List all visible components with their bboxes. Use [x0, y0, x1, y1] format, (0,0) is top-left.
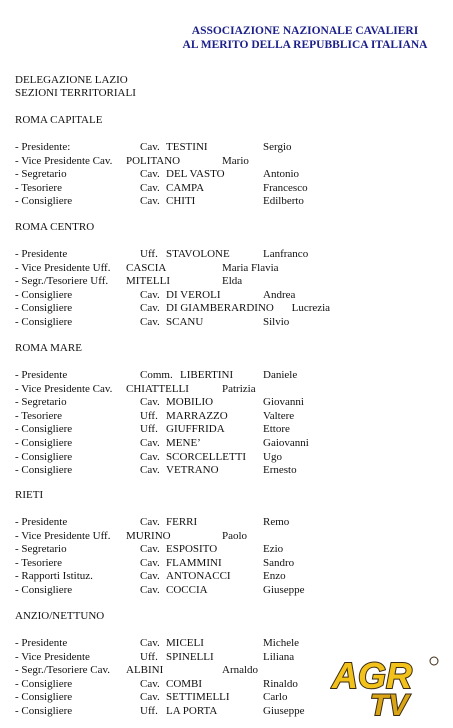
document-header — [170, 24, 440, 52]
logo-registered-mark-icon — [430, 657, 438, 665]
member-title: Uff. — [140, 423, 158, 436]
member-title: Uff. — [140, 650, 158, 663]
member-surname: TESTINI — [166, 141, 208, 153]
member-surname: SCORCELLETTI — [166, 450, 247, 463]
member-role: - Presidente — [15, 637, 68, 649]
member-role: - Consigliere — [15, 195, 73, 208]
member-surname: CHIATTELLI — [126, 382, 189, 395]
member-surname: SETTIMELLI — [166, 691, 230, 704]
member-title: Cav. — [140, 637, 160, 649]
member-surname: DEL VASTO — [166, 168, 225, 181]
member-role: - Segretario — [15, 396, 67, 409]
member-surname: LA PORTA — [166, 705, 218, 717]
member-role: - Vice Presidente Cav. — [15, 154, 113, 167]
member-title: Cav. — [140, 584, 160, 596]
member-role: - Segr./Tesoriere Uff. — [15, 275, 109, 288]
member-role: - Consigliere — [15, 584, 73, 596]
member-name: Edilberto — [263, 195, 304, 208]
member-surname: FLAMMINI — [166, 556, 222, 569]
agr-tv-logo — [330, 655, 445, 717]
member-surname: CASCIA — [126, 261, 167, 274]
member-surname: ANTONACCI — [166, 570, 231, 583]
member-title: Cav. — [140, 556, 160, 569]
member-role: - Tesoriere — [15, 556, 62, 569]
member-role: - Vice Presidente Cav. — [15, 382, 113, 395]
member-title: Cav. — [140, 141, 160, 153]
member-name: Elda — [222, 275, 243, 288]
member-role: - Segretario — [15, 543, 67, 556]
member-role: - Consigliere — [15, 691, 73, 704]
member-role: - Consigliere — [15, 302, 73, 315]
member-name: Arnaldo — [222, 664, 259, 677]
member-name: Francesco — [263, 181, 308, 194]
member-surname: DI VEROLI — [166, 288, 221, 301]
member-title: Cav. — [140, 168, 160, 181]
member-surname: MURINO — [126, 529, 171, 542]
member-role: - Vice Presidente Uff. — [15, 529, 111, 542]
member-role: - Consigliere — [15, 677, 73, 690]
header-line-1: ASSOCIAZIONE NAZIONALE CAVALIERI — [191, 25, 419, 37]
member-name: Ernesto — [263, 464, 297, 477]
sections-subtitle: SEZIONI TERRITORIALI — [15, 87, 136, 99]
member-surname: DI GIAMBERARDINO — [166, 302, 274, 315]
member-surname: COCCIA — [166, 584, 208, 596]
member-name: Enzo — [263, 570, 286, 583]
member-role: - Presidente — [15, 516, 68, 528]
member-surname: MITELLI — [126, 275, 170, 288]
member-role: - Consigliere — [15, 705, 73, 717]
member-name: Paolo — [222, 529, 248, 542]
member-surname: CHITI — [166, 195, 196, 208]
member-title: Cav. — [140, 396, 160, 409]
member-title: Uff. — [140, 248, 158, 260]
member-title: Cav. — [140, 570, 160, 583]
member-name: Rinaldo — [263, 677, 298, 690]
member-role: - Presidente — [15, 369, 68, 381]
member-title: Cav. — [140, 543, 160, 556]
member-title: Cav. — [140, 464, 160, 477]
member-name: Ettore — [263, 423, 290, 436]
member-name: Gaiovanni — [263, 437, 309, 449]
member-name: Giovanni — [263, 396, 304, 409]
member-name: Lucrezia — [291, 302, 331, 315]
member-name: Remo — [263, 516, 290, 528]
member-surname: CAMPA — [166, 181, 205, 194]
member-role: - Consigliere — [15, 450, 73, 463]
member-role: - Consigliere — [15, 288, 73, 301]
member-role: - Consigliere — [15, 423, 73, 436]
member-surname: POLITANO — [126, 154, 181, 167]
member-surname: VETRANO — [166, 464, 219, 477]
member-role: - Consigliere — [15, 437, 73, 449]
member-surname: ESPOSITO — [166, 543, 218, 556]
member-role: - Vice Presidente — [15, 650, 90, 663]
member-role: - Tesoriere — [15, 181, 62, 194]
member-name: Carlo — [263, 691, 288, 704]
member-name: Ezio — [263, 543, 284, 556]
member-role: - Rapporti Istituz. — [15, 570, 93, 583]
member-name: Silvio — [263, 316, 290, 328]
member-surname: COMBI — [166, 677, 203, 690]
member-title: Uff. — [140, 705, 158, 717]
member-surname: MOBILIO — [166, 396, 214, 409]
member-surname: MENE’ — [166, 437, 201, 449]
member-name: Antonio — [263, 168, 300, 181]
member-surname: SCANU — [166, 316, 204, 328]
member-name: Valtere — [263, 409, 295, 422]
member-role: - Presidente — [15, 248, 68, 260]
member-title: Cav. — [140, 450, 160, 463]
member-role: - Segretario — [15, 168, 67, 181]
member-title: Uff. — [140, 409, 158, 422]
section-title: ANZIO/NETTUNO — [15, 610, 105, 622]
logo-text-tv: TV — [370, 689, 409, 717]
header-line-2: AL MERITO DELLA REPUBBLICA ITALIANA — [182, 39, 428, 51]
member-title: Cav. — [140, 288, 160, 301]
member-name: Andrea — [263, 288, 296, 301]
member-surname: MICELI — [166, 637, 204, 649]
member-title: Cav. — [140, 316, 160, 328]
member-surname: ALBINI — [126, 664, 164, 677]
member-surname: GIUFFRIDA — [166, 423, 225, 436]
member-name: Patrizia — [222, 382, 256, 395]
member-name: Mario — [222, 154, 249, 167]
member-title: Cav. — [140, 181, 160, 194]
member-title: Cav. — [140, 691, 160, 704]
member-role: - Tesoriere — [15, 409, 62, 422]
member-title: Cav. — [140, 677, 160, 690]
member-surname: MARRAZZO — [166, 409, 228, 422]
member-name: Sergio — [263, 141, 292, 153]
member-role: - Segr./Tesoriere Cav. — [15, 664, 111, 677]
member-name: Sandro — [263, 556, 295, 569]
member-role: - Consigliere — [15, 316, 73, 328]
section-title: ROMA CAPITALE — [15, 114, 103, 126]
member-surname: FERRI — [166, 516, 198, 528]
section-title: ROMA CENTRO — [15, 221, 95, 233]
member-title: Comm. — [140, 369, 173, 381]
member-surname: SPINELLI — [166, 650, 214, 663]
member-name: Ugo — [263, 450, 282, 463]
member-name: Lanfranco — [263, 248, 309, 260]
member-name: Giuseppe — [263, 705, 305, 717]
member-name: Daniele — [263, 369, 298, 381]
member-name: Giuseppe — [263, 584, 305, 596]
logo-text-agr: AGR — [332, 655, 412, 696]
section-title: RIETI — [15, 489, 44, 501]
member-surname: LIBERTINI — [180, 369, 234, 381]
member-title: Cav. — [140, 302, 160, 315]
member-title: Cav. — [140, 195, 160, 208]
member-name: Michele — [263, 637, 300, 649]
delegation-title: DELEGAZIONE LAZIO — [15, 74, 128, 86]
member-surname: STAVOLONE — [166, 248, 230, 260]
member-role: - Vice Presidente Uff. — [15, 261, 111, 274]
member-title: Cav. — [140, 516, 160, 528]
member-title: Cav. — [140, 437, 160, 449]
section-title: ROMA MARE — [15, 342, 82, 354]
member-role: - Presidente: — [15, 141, 71, 153]
member-role: - Consigliere — [15, 464, 73, 477]
member-name: Maria Flavia — [222, 261, 279, 274]
member-name: Liliana — [263, 650, 295, 663]
